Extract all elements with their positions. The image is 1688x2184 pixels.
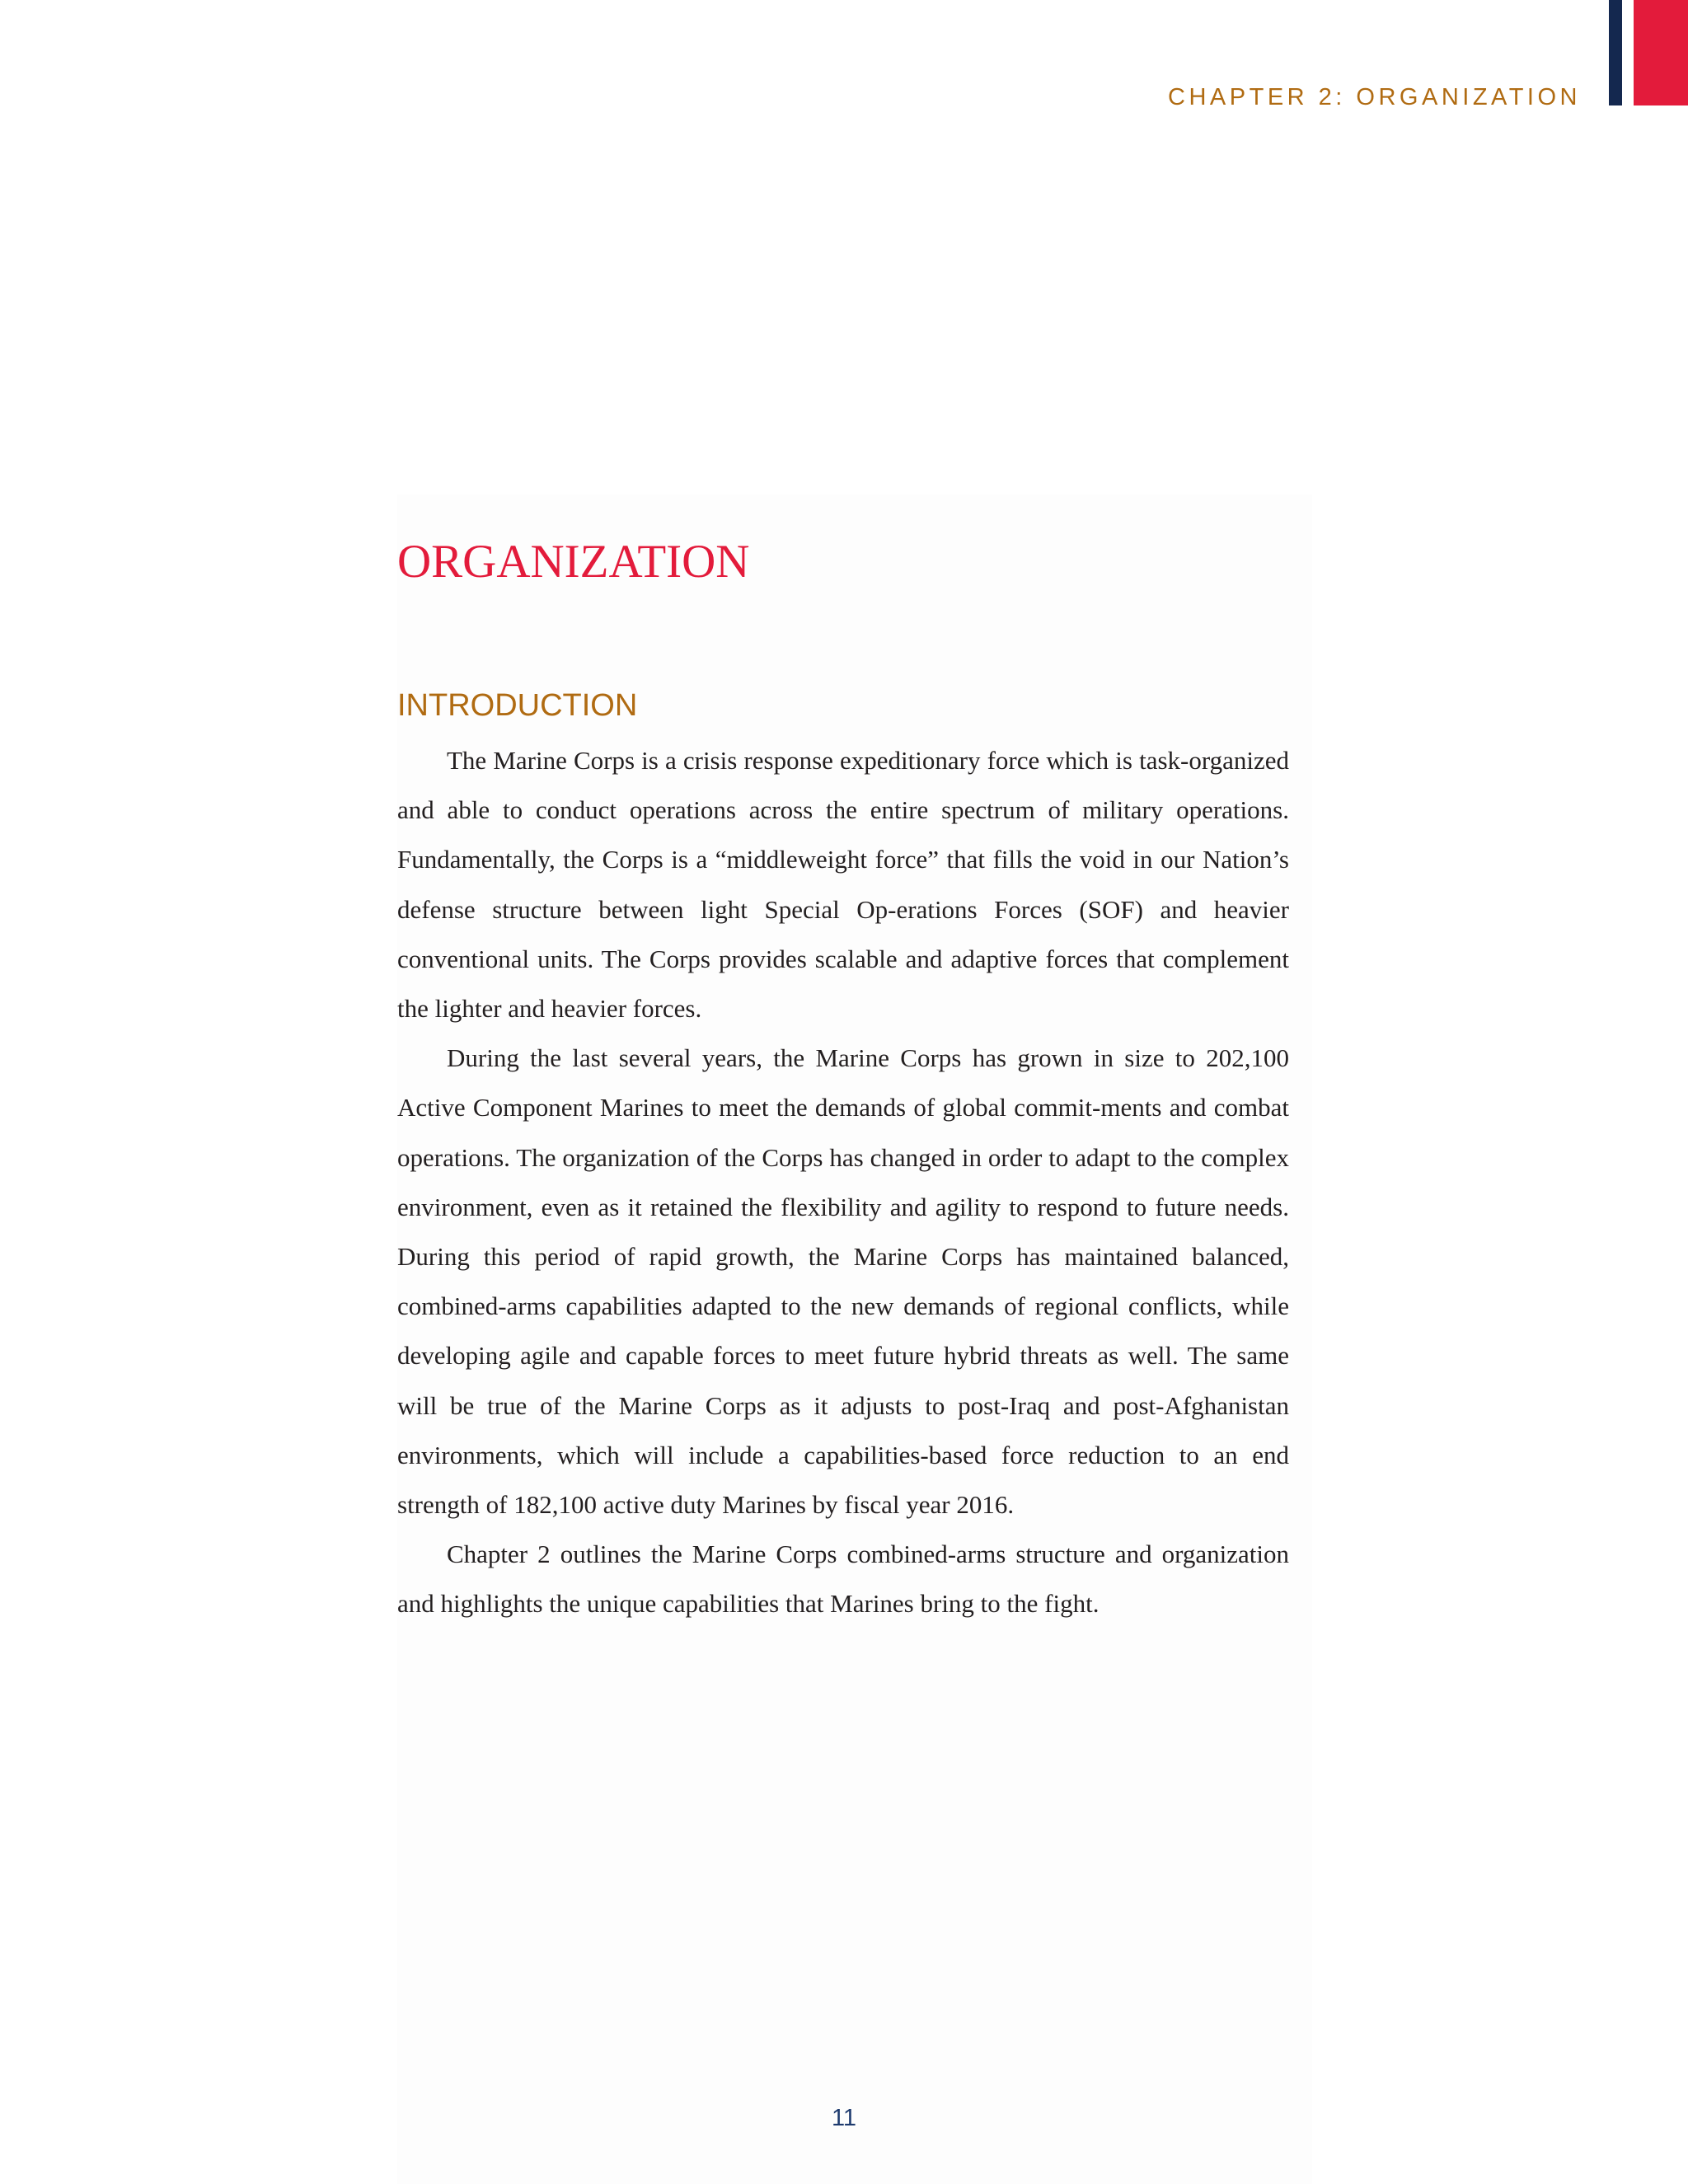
page-number: 11: [831, 2105, 857, 2131]
paragraph-3: Chapter 2 outlines the Marine Corps combined-arms structure and organization and highlights the unique capabilities that Marines bring to the fight.: [397, 1540, 1289, 1619]
running-head: CHAPTER 2: ORGANIZATION: [1168, 84, 1581, 110]
paragraph-2: During the last several years, the Marine Corps has grown in size to 202,100 Active Component Marines to meet the demands of global commit-ments and combat operations. The organization of the Corps has changed in order to adapt to the complex environment, even as it retained the flexibility and agility to respond to future needs. During this period of rapid growth, the Marine Corps has maintained balanced, combined-arms capabilities adapted to the new demands of regional conflicts, while developing agile and capable forces to meet future hybrid threats as well. The same will be true of the Marine Corps as it adjusts to post-Iraq and post-Afghanistan environments, which will include a capabilities-based force reduction to an end strength of 182,100 active duty Marines by fiscal year 2016.: [397, 1043, 1289, 1520]
corner-stripe-navy: [1609, 0, 1622, 105]
paragraph-1: The Marine Corps is a crisis response expeditionary force which is task-organized and able to conduct operations across the entire spectrum of military operations. Fundamentally, the Corps is a “middleweight force” that fills the void in our Nation’s defense structure between light Special Op-erations Forces (SOF) and heavier conventional units. The Corps provides scalable and adaptive forces that complement the lighter and heavier forces.: [397, 746, 1289, 1024]
corner-stripe-red: [1634, 0, 1688, 105]
body-text: [397, 736, 1289, 1629]
section-heading: INTRODUCTION: [397, 688, 638, 723]
chapter-title: ORGANIZATION: [397, 536, 750, 588]
